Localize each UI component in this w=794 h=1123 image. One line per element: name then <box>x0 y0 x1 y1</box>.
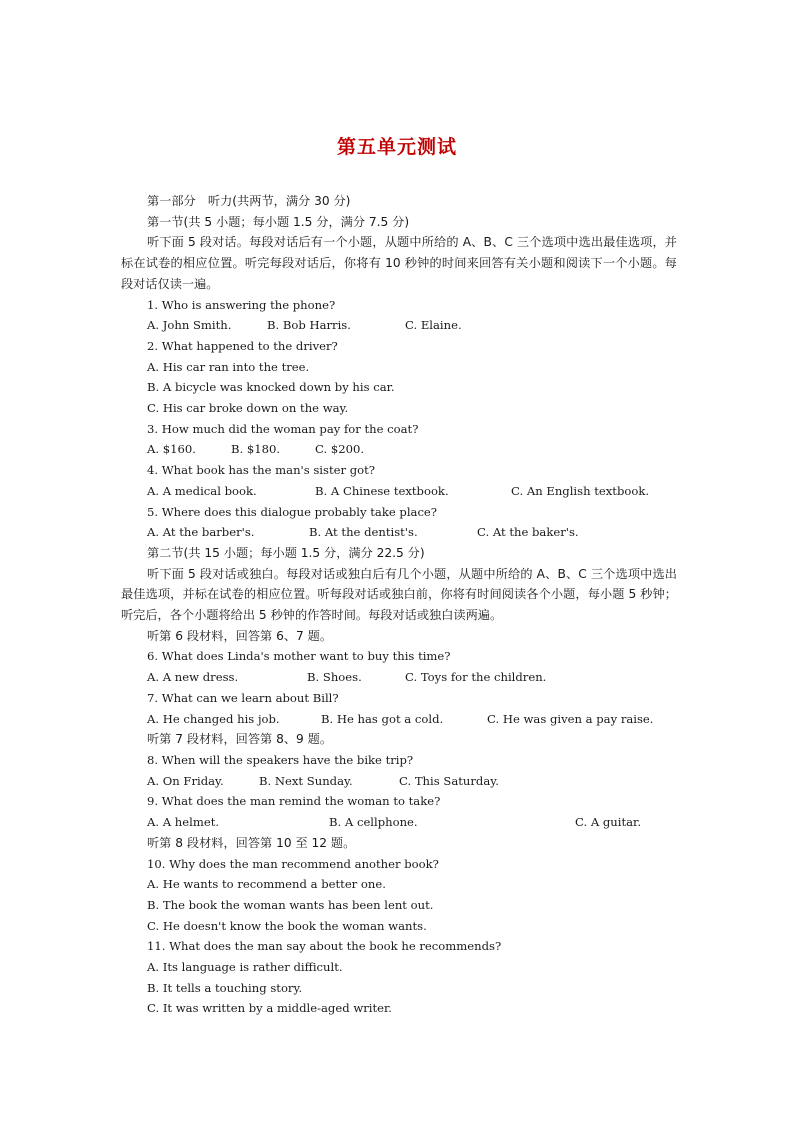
question-7-options <box>121 709 677 730</box>
question-3: 3. How much did the woman pay for the coat? <box>147 421 419 436</box>
question-1-options <box>121 315 677 336</box>
page-title: 第五单元测试 <box>336 136 457 158</box>
question-1: 1. Who is answering the phone? <box>147 297 336 312</box>
material-7-heading: 听第 7 段材料，回答第 8、9 题。 <box>147 732 333 747</box>
option-c: C. Elaine. <box>405 318 462 333</box>
question-5: 5. Where does this dialogue probably take place? <box>147 504 438 519</box>
option-b: B. He has got a cold. <box>321 711 444 726</box>
option-a: A. John Smith. <box>147 318 232 333</box>
part1-heading: 第一部分 听力(共两节，满分 30 分) <box>147 194 351 208</box>
option-a: A. On Friday. <box>147 773 224 788</box>
question-3-options <box>121 439 677 460</box>
option-a: A. A helmet. <box>147 815 220 830</box>
option-b: B. Next Sunday. <box>259 773 353 788</box>
question-9: 9. What does the man remind the woman to take? <box>147 794 441 809</box>
exam-content <box>121 191 677 1019</box>
option-a: A. He wants to recommend a better one. <box>147 877 386 892</box>
material-6-heading: 听第 6 段材料，回答第 6、7 题。 <box>147 628 333 643</box>
question-10: 10. Why does the man recommend another book? <box>147 856 439 871</box>
option-a: A. Its language is rather difficult. <box>147 960 343 975</box>
section2-heading: 第二节(共 15 小题；每小题 1.5 分，满分 22.5 分) <box>147 545 425 560</box>
option-b: B. A Chinese textbook. <box>315 483 449 498</box>
option-c: C. He was given a pay raise. <box>487 711 654 726</box>
option-a: A. A medical book. <box>147 483 257 498</box>
question-9-options <box>121 812 677 833</box>
option-c: C. He doesn't know the book the woman wants. <box>147 918 427 933</box>
option-b: B. Bob Harris. <box>267 318 351 333</box>
option-b: B. A bicycle was knocked down by his car. <box>147 380 395 395</box>
option-a: A. His car ran into the tree. <box>147 359 310 374</box>
option-c: C. Toys for the children. <box>405 670 547 685</box>
option-c: C. This Saturday. <box>399 773 499 788</box>
option-c: C. At the baker's. <box>477 525 579 540</box>
question-5-options <box>121 522 677 543</box>
option-c: C. An English textbook. <box>511 483 650 498</box>
option-a: A. $160. <box>147 442 196 457</box>
material-8-heading: 听第 8 段材料，回答第 10 至 12 题。 <box>147 835 356 850</box>
question-11: 11. What does the man say about the book he recommends? <box>147 939 502 954</box>
question-6-options <box>121 667 677 688</box>
question-4: 4. What book has the man's sister got? <box>147 463 375 478</box>
option-b: B. Shoes. <box>307 670 362 685</box>
option-a: A. At the barber's. <box>147 525 255 540</box>
question-8: 8. When will the speakers have the bike trip? <box>147 752 414 767</box>
option-b: B. A cellphone. <box>329 815 418 830</box>
section1-heading: 第一节(共 5 小题；每小题 1.5 分，满分 7.5 分) <box>147 214 410 229</box>
option-a: A. He changed his job. <box>147 711 280 726</box>
option-c: C. It was written by a middle-aged writer. <box>147 1001 392 1016</box>
question-7: 7. What can we learn about Bill? <box>147 690 339 705</box>
option-b: B. The book the woman wants has been lent out. <box>147 897 434 912</box>
option-c: C. $200. <box>315 442 365 457</box>
option-b: B. At the dentist's. <box>309 525 418 540</box>
option-b: B. It tells a touching story. <box>147 980 303 995</box>
option-c: C. His car broke down on the way. <box>147 401 349 416</box>
question-2: 2. What happened to the driver? <box>147 338 338 353</box>
question-6: 6. What does Linda's mother want to buy this time? <box>147 649 451 664</box>
question-4-options <box>121 481 677 502</box>
section2-instructions: 听下面 5 段对话或独白。每段对话或独白后有几个小题，从题中所给的 A、B、C 三个选项中选出最佳选项，并标在试卷的相应位置。听每段对话或独白前，你将有时间阅读各个小题，每小题 5 秒钟；听完后，各个小题将给出 5 秒钟的作答时间。每段对话或独白读两遍。 <box>121 566 677 623</box>
option-a: A. A new dress. <box>147 670 239 685</box>
question-8-options <box>121 771 677 792</box>
option-b: B. $180. <box>231 442 281 457</box>
section1-instructions: 听下面 5 段对话。每段对话后有一个小题，从题中所给的 A、B、C 三个选项中选出最佳选项，并标在试卷的相应位置。听完每段对话后，你将有 10 秒钟的时间来回答有关小题和阅读下一个小题。每段对话仅读一遍。 <box>121 235 677 291</box>
option-c: C. A guitar. <box>575 815 642 830</box>
